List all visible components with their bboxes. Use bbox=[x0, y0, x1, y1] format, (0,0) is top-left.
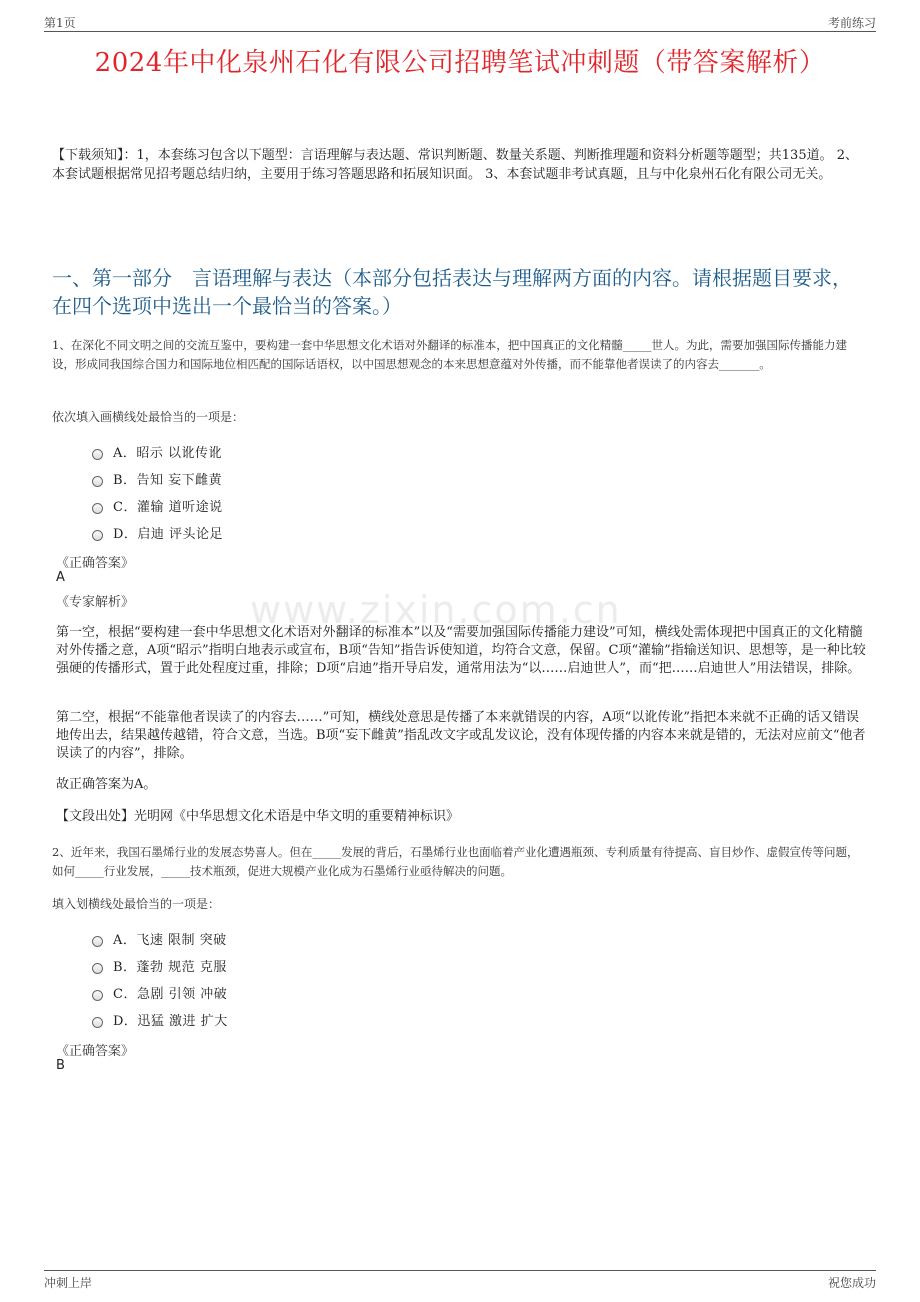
question-1-stem: 1、在深化不同文明之间的交流互鉴中，要构建一套中华思想文化术语对外翻译的标准本，把中国真正的文化精髓_____世人。为此，需要加强国际传播能力建设，形成同我国综合国力和国际地位相匹配的国际话语权，以中国思想观念的本来思想意蕴对外传播，而不能靠他者误读了的内容去_______。 bbox=[52, 338, 848, 371]
answer-label: 《正确答案》 bbox=[56, 556, 135, 571]
option-d[interactable]: D．启迪 评头论足 bbox=[92, 519, 223, 546]
radio-icon[interactable] bbox=[92, 1017, 103, 1028]
analysis-label: 《专家解析》 bbox=[56, 595, 135, 610]
analysis-paragraph-2: 第二空，根据“不能靠他者误读了的内容去……”可知，横线处意思是传播了本来就错误的内容，A项“以讹传讹”指把本来就不正确的话又错误地传出去，结果越传越错，符合文意，当选。B项“妄下雌黄”指乱改文字或乱发议论，没有体现传播的内容本来就是错的，无法对应前文“他者误读了的内容”，排除。 bbox=[56, 710, 866, 761]
question-1-options bbox=[92, 438, 223, 546]
analysis-paragraph-1: 第一空，根据“要构建一套中华思想文化术语对外翻译的标准本”以及“需要加强国际传播能力建设”可知，横线处需体现把中国真正的文化精髓对外传播之意，A项“昭示”指明白地表示或宣布，B项“告知”指告诉使知道，均符合文意，保留。C项“灌输”指输送知识、思想等，是一种比较强硬的传播形式，置于此处程度过重，排除；D项“启迪”指开导启发，通常用法为“以……启迪世人”，而“把……启迪世人”用法错误，排除。 bbox=[56, 625, 866, 676]
source-citation: 【文段出处】光明网《中华思想文化术语是中华文明的重要精神标识》 bbox=[56, 809, 460, 824]
question-2-instruction: 填入划横线处最恰当的一项是： bbox=[52, 897, 221, 911]
question-1-instruction: 依次填入画横线处最恰当的一项是： bbox=[52, 410, 245, 424]
question-2-stem: 2、近年来，我国石墨烯行业的发展态势喜人。但在_____发展的背后，石墨烯行业也面临着产业化遭遇瓶颈、专利质量有待提高、盲目炒作、虚假宣传等问题，如何_____行业发展，_____技术瓶颈，促进大规模产业化成为石墨烯行业亟待解决的问题。 bbox=[52, 845, 859, 878]
option-a[interactable]: A．昭示 以讹传讹 bbox=[92, 438, 223, 465]
footer-left: 冲刺上岸 bbox=[44, 1276, 93, 1290]
download-notice: 【下载须知】：1，本套练习包含以下题型：言语理解与表达题、常识判断题、数量关系题、判断推理题和资料分析题等题型；共135道。 2、本套试题根据常见招考题总结归纳，主要用于练习答题思路和拓展知识面。 3、本套试题非考试真题，且与中化泉州石化有限公司无关。 bbox=[52, 148, 858, 182]
option-a[interactable]: A．飞速 限制 突破 bbox=[92, 925, 228, 952]
radio-icon[interactable] bbox=[92, 530, 103, 541]
document-title: 2024年中化泉州石化有限公司招聘笔试冲刺题（带答案解析） bbox=[94, 48, 826, 78]
option-c[interactable]: C．急剧 引领 冲破 bbox=[92, 979, 228, 1006]
radio-icon[interactable] bbox=[92, 990, 103, 1001]
option-d[interactable]: D．迅猛 激进 扩大 bbox=[92, 1006, 228, 1033]
answer-value: B bbox=[56, 1058, 65, 1073]
answer-label: 《正确答案》 bbox=[56, 1044, 135, 1059]
analysis-conclusion: 故正确答案为A。 bbox=[56, 777, 157, 792]
header-label: 考前练习 bbox=[827, 16, 876, 30]
radio-icon[interactable] bbox=[92, 963, 103, 974]
radio-icon[interactable] bbox=[92, 476, 103, 487]
option-b[interactable]: B．蓬勃 规范 克服 bbox=[92, 952, 228, 979]
radio-icon[interactable] bbox=[92, 503, 103, 514]
radio-icon[interactable] bbox=[92, 449, 103, 460]
page-header bbox=[44, 12, 876, 32]
page-footer bbox=[44, 1270, 876, 1292]
watermark: www.zixin.com.cn bbox=[250, 588, 622, 632]
answer-value: A bbox=[56, 570, 65, 585]
page-number: 第1页 bbox=[44, 16, 76, 30]
radio-icon[interactable] bbox=[92, 936, 103, 947]
option-b[interactable]: B．告知 妄下雌黄 bbox=[92, 465, 223, 492]
option-c[interactable]: C．灌输 道听途说 bbox=[92, 492, 223, 519]
section-heading: 一、第一部分 言语理解与表达（本部分包括表达与理解两方面的内容。请根据题目要求，在四个选项中选出一个最恰当的答案。） bbox=[52, 266, 852, 318]
question-2-options bbox=[92, 925, 228, 1033]
footer-right: 祝您成功 bbox=[827, 1276, 876, 1290]
